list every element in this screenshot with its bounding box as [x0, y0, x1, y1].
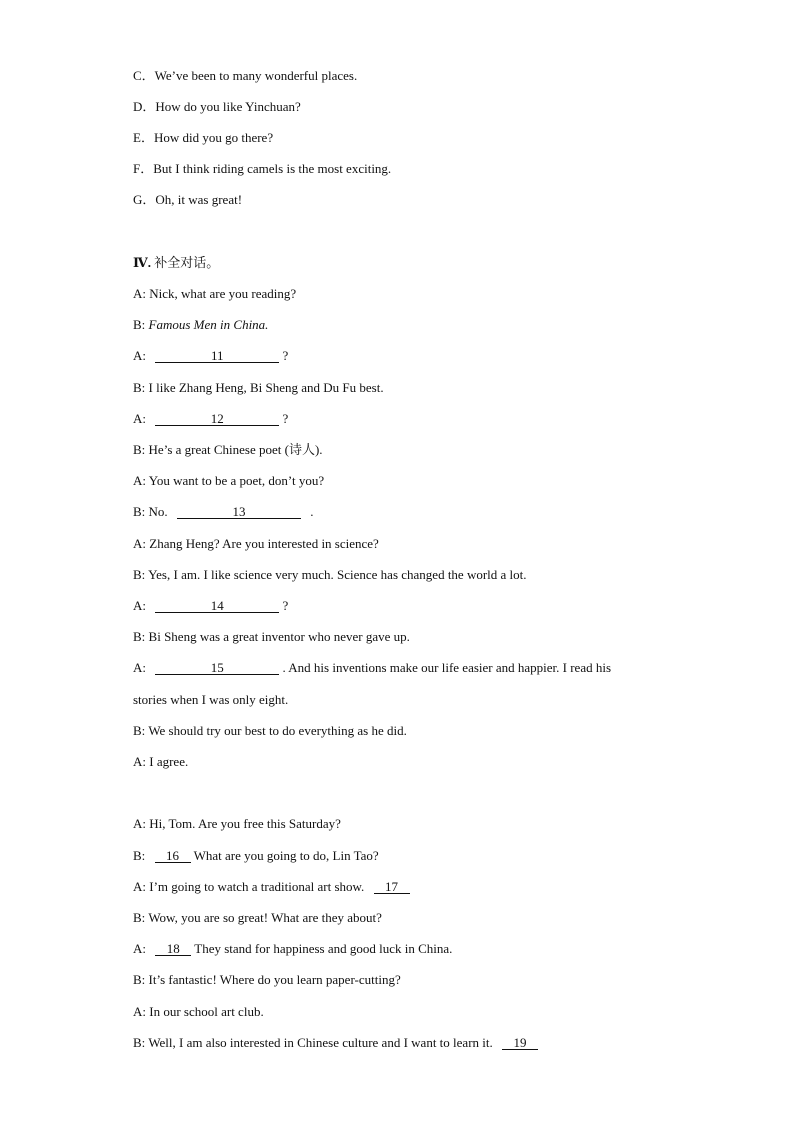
speaker-label: A:: [133, 598, 146, 613]
speaker-label: B:: [133, 317, 146, 332]
speaker-label: B:: [133, 723, 146, 738]
dialogue-line: [133, 473, 324, 489]
speaker-label: B:: [133, 629, 146, 644]
line-text: No.: [148, 504, 168, 519]
speaker-label: B:: [133, 1035, 146, 1050]
line-text: What are you going to do, Lin Tao?: [193, 848, 379, 863]
dialogue-line: [133, 567, 527, 583]
option-e: [133, 130, 273, 146]
answer-blank-14[interactable]: 14: [155, 599, 279, 613]
speaker-label: A:: [133, 286, 146, 301]
dialogue-line: [133, 848, 379, 864]
line-text: I’m going to watch a traditional art show.: [149, 879, 365, 894]
dialogue-line: [133, 504, 313, 520]
line-text: ?: [282, 598, 289, 613]
speaker-label: A:: [133, 879, 146, 894]
line-text: Wow, you are so great! What are they about?: [148, 910, 382, 925]
dialogue-line: [133, 536, 379, 552]
speaker-label: A:: [133, 1004, 146, 1019]
line-text: Well, I am also interested in Chinese culture and I want to learn it.: [148, 1035, 493, 1050]
section-title: 补全对话。: [154, 255, 220, 270]
answer-blank-13[interactable]: 13: [177, 505, 301, 519]
dialogue-line: [133, 317, 268, 333]
answer-blank-16[interactable]: 16: [155, 849, 191, 863]
line-text: In our school art club.: [149, 1004, 264, 1019]
section-heading: [133, 255, 219, 271]
speaker-label: B:: [133, 910, 146, 925]
option-letter: D．: [133, 99, 156, 114]
dialogue-line: [133, 879, 410, 895]
option-text: How do you like Yinchuan?: [155, 99, 301, 114]
dialogue-line: [133, 348, 288, 364]
speaker-label: A:: [133, 411, 146, 426]
line-text: Zhang Heng? Are you interested in science?: [149, 536, 379, 551]
speaker-label: A:: [133, 941, 146, 956]
line-text: It’s fantastic! Where do you learn paper-cutting?: [148, 972, 401, 987]
option-text: How did you go there?: [153, 130, 274, 145]
line-text: stories when I was only eight.: [133, 692, 289, 707]
line-text: You want to be a poet, don’t you?: [148, 473, 325, 488]
answer-blank-18[interactable]: 18: [155, 942, 191, 956]
option-letter: F．: [133, 161, 154, 176]
dialogue-line: [133, 910, 382, 926]
option-letter: E．: [133, 130, 154, 145]
line-text: ?: [282, 348, 289, 363]
line-text: We should try our best to do everything as he did.: [148, 723, 407, 738]
dialogue-line: [133, 941, 452, 957]
line-text: Nick, what are you reading?: [149, 286, 297, 301]
line-text: Yes, I am. I like science very much. Science has changed the world a lot.: [148, 567, 527, 582]
option-text: We’ve been to many wonderful places.: [154, 68, 358, 83]
line-text: Hi, Tom. Are you free this Saturday?: [149, 816, 341, 831]
dialogue-line: [133, 598, 288, 614]
line-text: . And his inventions make our life easier and happier. I read his: [282, 660, 612, 675]
answer-blank-19[interactable]: 19: [502, 1036, 538, 1050]
option-c: [133, 68, 357, 84]
speaker-label: B:: [133, 442, 146, 457]
option-g: [133, 192, 242, 208]
line-text: I like Zhang Heng, Bi Sheng and Du Fu best.: [148, 380, 384, 395]
line-text: I agree.: [149, 754, 189, 769]
line-text: ?: [282, 411, 289, 426]
section-numeral: Ⅳ.: [133, 255, 152, 270]
dialogue-line: [133, 380, 384, 396]
speaker-label: A:: [133, 660, 146, 675]
option-text: But I think riding camels is the most exciting.: [153, 161, 392, 176]
line-text: Bi Sheng was a great inventor who never gave up.: [148, 629, 410, 644]
speaker-label: A:: [133, 536, 146, 551]
answer-blank-12[interactable]: 12: [155, 412, 279, 426]
dialogue-line: [133, 442, 323, 458]
speaker-label: A:: [133, 473, 146, 488]
book-title: Famous Men in China.: [148, 317, 269, 332]
answer-blank-11[interactable]: 11: [155, 349, 279, 363]
line-text: He’s a great Chinese poet (诗人).: [148, 442, 323, 457]
speaker-label: A:: [133, 754, 146, 769]
speaker-label: B:: [133, 380, 146, 395]
dialogue-line: [133, 972, 401, 988]
dialogue-line: [133, 411, 288, 427]
dialogue-line: [133, 754, 188, 770]
dialogue-line: [133, 629, 410, 645]
speaker-label: A:: [133, 816, 146, 831]
answer-blank-15[interactable]: 15: [155, 661, 279, 675]
option-text: Oh, it was great!: [155, 192, 243, 207]
dialogue-line: [133, 723, 407, 739]
speaker-label: A:: [133, 348, 146, 363]
speaker-label: B:: [133, 504, 146, 519]
line-text: .: [310, 504, 314, 519]
answer-blank-17[interactable]: 17: [374, 880, 410, 894]
speaker-label: B:: [133, 848, 146, 863]
dialogue-line: [133, 1004, 264, 1020]
dialogue-line-continuation: [133, 692, 288, 708]
dialogue-line: [133, 816, 341, 832]
dialogue-line: [133, 1035, 538, 1051]
speaker-label: B:: [133, 972, 146, 987]
dialogue-line: [133, 286, 296, 302]
dialogue-line: [133, 660, 611, 676]
line-text: They stand for happiness and good luck in China.: [194, 941, 453, 956]
option-letter: C．: [133, 68, 155, 83]
option-letter: G．: [133, 192, 156, 207]
speaker-label: B:: [133, 567, 146, 582]
option-d: [133, 99, 301, 115]
option-f: [133, 161, 391, 177]
